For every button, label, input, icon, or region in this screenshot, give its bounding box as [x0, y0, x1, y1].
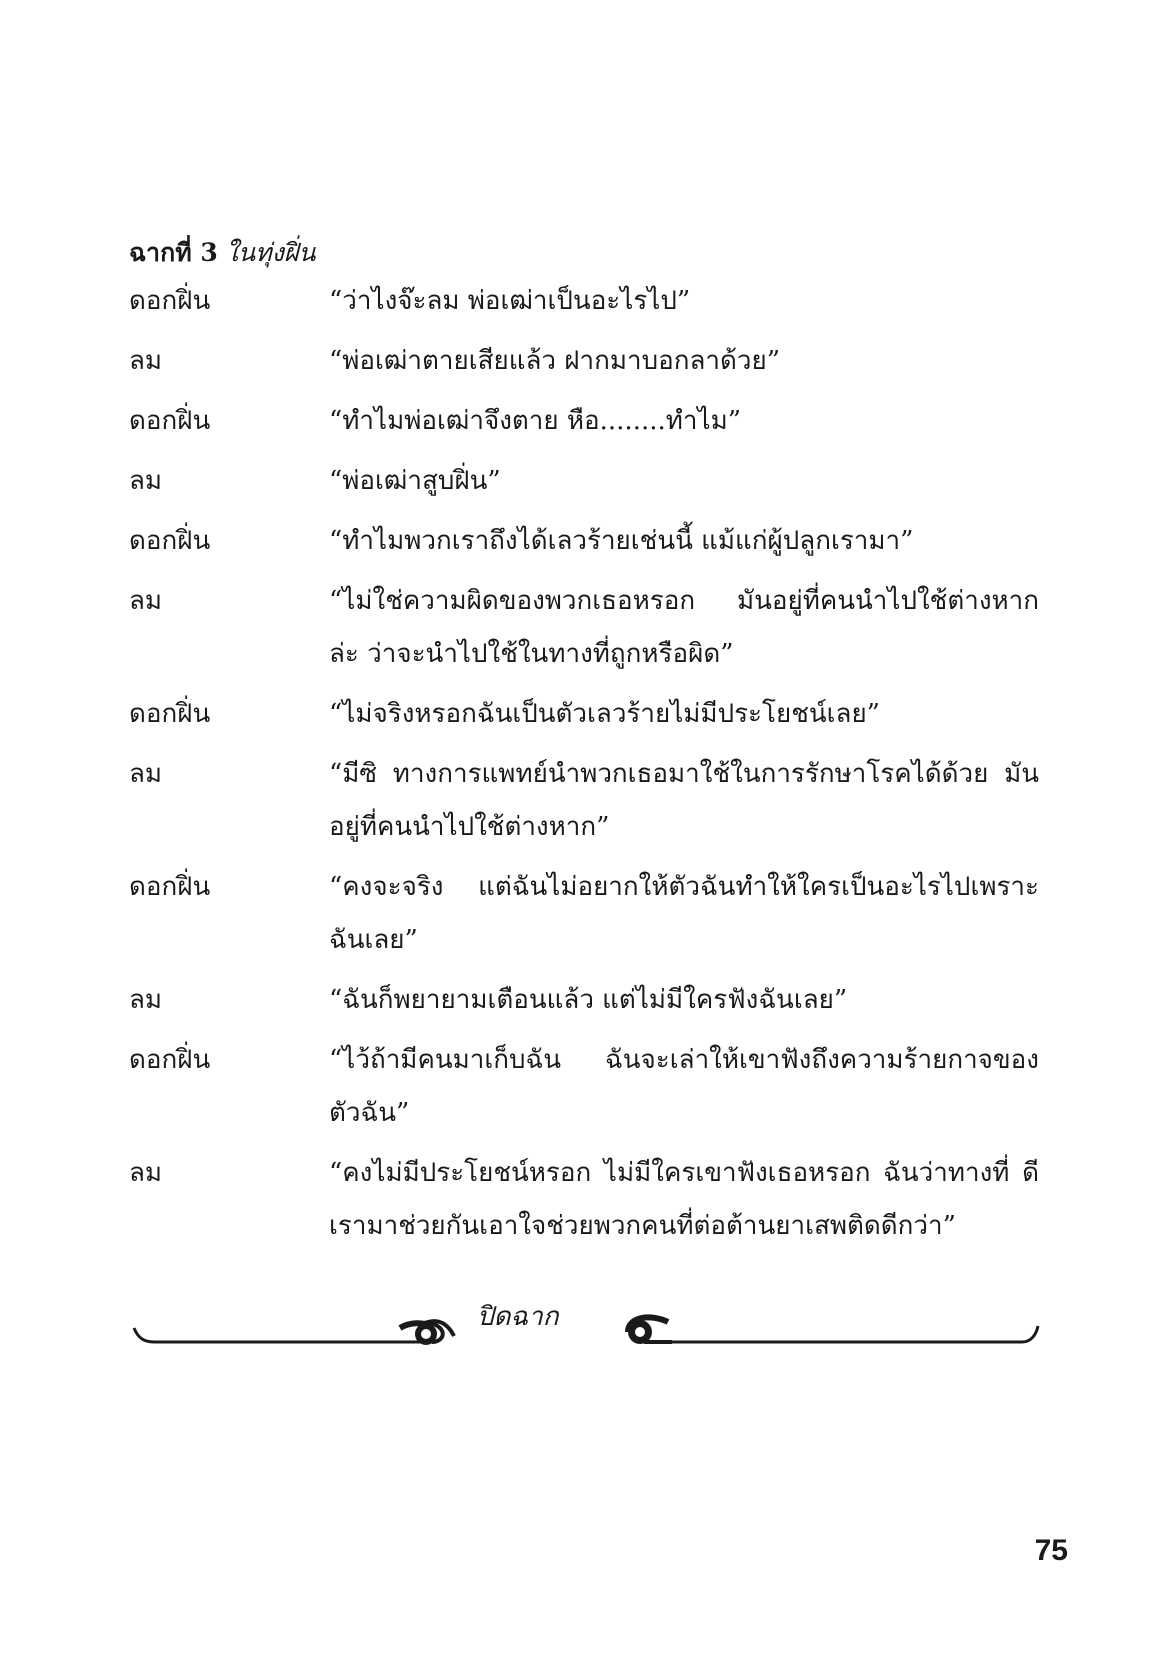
dialogue-line	[129, 756, 1039, 854]
speaker-name: ลม	[129, 759, 163, 789]
dialogue-text: “คงไม่มีประโยชน์หรอก ไม่มีใครเขาฟังเธอหรอก ฉันว่าทางที่ ดีเรามาช่วยกันเอาใจช่วยพวกคนที่ต่อต้านยาเสพติดดีกว่า”	[329, 1158, 1039, 1241]
speaker-name: ดอกฝิ่น	[129, 406, 211, 436]
closing-divider-icon	[132, 1288, 1040, 1348]
closing-ornament	[132, 1288, 1040, 1348]
speaker-name: ดอกฝิ่น	[129, 286, 211, 316]
dialogue-text: “ไว้ถ้ามีคนมาเก็บฉัน ฉันจะเล่าให้เขาฟังถึงความร้ายกาจของ ตัวฉัน”	[329, 1045, 1039, 1128]
speaker-name: ดอกฝิ่น	[129, 872, 211, 902]
speaker-name: ลม	[129, 466, 163, 496]
scene-location: ในทุ่งฝิ่น	[225, 238, 316, 267]
speaker-name: ลม	[129, 346, 163, 376]
dialogue-line	[129, 343, 1039, 388]
dialogue-text: “ไม่จริงหรอกฉันเป็นตัวเลวร้ายไม่มีประโยชน์เลย”	[329, 699, 880, 729]
closing-label: ปิดฉาก	[477, 1302, 559, 1332]
dialogue-line	[129, 283, 1039, 328]
dialogue-line	[129, 463, 1039, 508]
speaker-name: ลม	[129, 586, 163, 616]
dialogue-line	[129, 523, 1039, 568]
dialogue-line	[129, 583, 1039, 681]
dialogue-text: “ทำไมพ่อเฒ่าจึงตาย หือ........ทำไม”	[329, 406, 742, 436]
dialogue-text: “มีซิ ทางการแพทย์นำพวกเธอมาใช้ในการรักษาโรคได้ด้วย มัน อยู่ที่คนนำไปใช้ต่างหาก”	[329, 759, 1039, 842]
speaker-name: ดอกฝิ่น	[129, 1045, 211, 1075]
dialogue-line	[129, 696, 1039, 741]
dialogue-line	[129, 982, 1039, 1027]
dialogue-text: “คงจะจริง แต่ฉันไม่อยากให้ตัวฉันทำให้ใครเป็นอะไรไปเพราะ ฉันเลย”	[329, 872, 1039, 955]
scene-number: ฉากที่ 3	[129, 238, 218, 267]
speaker-name: ดอกฝิ่น	[129, 699, 211, 729]
dialogue-text: “พ่อเฒ่าสูบฝิ่น”	[329, 466, 501, 496]
speaker-name: ลม	[129, 985, 163, 1015]
dialogue-line	[129, 1155, 1039, 1253]
dialogue-text: “พ่อเฒ่าตายเสียแล้ว ฝากมาบอกลาด้วย”	[329, 346, 781, 376]
speaker-name: ลม	[129, 1158, 163, 1188]
dialogue-line	[129, 1042, 1039, 1140]
dialogue-text: “ฉันก็พยายามเตือนแล้ว แต่ไม่มีใครฟังฉันเลย”	[329, 985, 848, 1015]
dialogue-line	[129, 403, 1039, 448]
page-number: 75	[1034, 1534, 1068, 1567]
dialogue-list	[129, 283, 1039, 1268]
speaker-name: ดอกฝิ่น	[129, 526, 211, 556]
dialogue-text: “ว่าไงจ๊ะลม พ่อเฒ่าเป็นอะไรไป”	[329, 286, 691, 316]
dialogue-line	[129, 869, 1039, 967]
scene-heading	[129, 236, 316, 270]
dialogue-text: “ไม่ใช่ความผิดของพวกเธอหรอก มันอยู่ที่คนนำไปใช้ต่างหาก ล่ะ ว่าจะนำไปใช้ในทางที่ถูกหรือผิด”	[329, 586, 1039, 669]
dialogue-text: “ทำไมพวกเราถึงได้เลวร้ายเช่นนี้ แม้แก่ผู้ปลูกเรามา”	[329, 526, 914, 556]
